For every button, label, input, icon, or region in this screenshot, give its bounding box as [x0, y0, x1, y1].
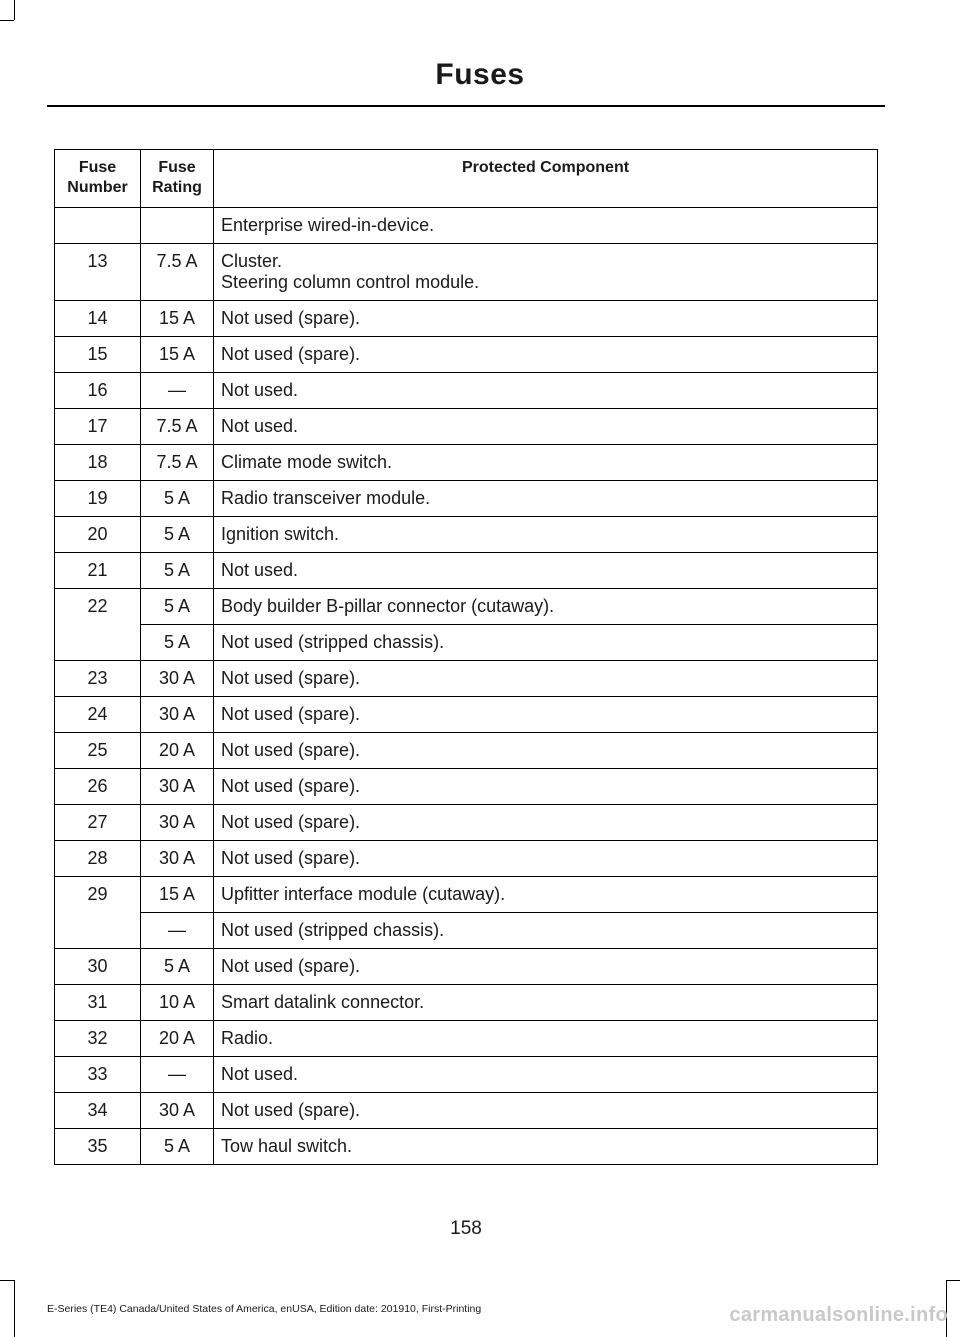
- fuse-rating-cell: 5 A: [141, 625, 214, 661]
- component-line: Not used (spare).: [221, 308, 361, 328]
- crop-mark: [14, 0, 15, 20]
- fuse-number-cell: 13: [55, 244, 141, 301]
- component-line: Not used (stripped chassis).: [221, 920, 445, 940]
- component-line: Not used.: [221, 1064, 299, 1084]
- component-line: Not used (spare).: [221, 344, 361, 364]
- fuse-number-cell: 22: [55, 589, 141, 661]
- component-line: Not used (spare).: [221, 668, 361, 688]
- crop-mark: [0, 20, 14, 21]
- table-row: [55, 445, 878, 481]
- component-line: Not used.: [221, 380, 299, 400]
- page-title: Fuses: [435, 58, 525, 91]
- component-line: Tow haul switch.: [221, 1136, 353, 1156]
- fuse-rating-cell: —: [141, 913, 214, 949]
- protected-component-cell: [214, 805, 878, 841]
- table-header-row: [55, 150, 878, 208]
- fuse-number-cell: 29: [55, 877, 141, 949]
- component-line: Not used.: [221, 560, 299, 580]
- fuse-rating-cell: 30 A: [141, 805, 214, 841]
- fuse-number-cell: 32: [55, 1021, 141, 1057]
- fuse-rating-cell: —: [141, 373, 214, 409]
- component-line: Not used (spare).: [221, 776, 361, 796]
- fuse-rating-cell: 15 A: [141, 337, 214, 373]
- table-row: [55, 949, 878, 985]
- crop-mark: [14, 1280, 15, 1337]
- protected-component-cell: [214, 769, 878, 805]
- table-row: [55, 841, 878, 877]
- protected-component-cell: [214, 373, 878, 409]
- header-fuse-number: Fuse Number: [55, 150, 141, 208]
- fuse-number-cell: 33: [55, 1057, 141, 1093]
- protected-component-cell: [214, 1093, 878, 1129]
- table-row: [55, 373, 878, 409]
- table-row: [55, 481, 878, 517]
- fuse-number-cell: 15: [55, 337, 141, 373]
- fuse-number-cell: 20: [55, 517, 141, 553]
- fuse-rating-cell: 5 A: [141, 589, 214, 625]
- footer-edition-text: E-Series (TE4) Canada/United States of America, enUSA, Edition date: 201910, First-Printing: [47, 1303, 482, 1315]
- fuse-rating-cell: 20 A: [141, 733, 214, 769]
- component-line: Ignition switch.: [221, 524, 340, 544]
- fuse-number-cell: 34: [55, 1093, 141, 1129]
- table-row: [55, 1021, 878, 1057]
- protected-component-cell: [214, 337, 878, 373]
- fuse-number-cell: 21: [55, 553, 141, 589]
- table-row: [55, 985, 878, 1021]
- table-row: [55, 409, 878, 445]
- fuse-number-cell: 26: [55, 769, 141, 805]
- fuse-number-cell: 24: [55, 697, 141, 733]
- crop-mark: [0, 1280, 14, 1281]
- fuse-number-cell: 18: [55, 445, 141, 481]
- component-line: Not used (spare).: [221, 956, 361, 976]
- table-row: [55, 805, 878, 841]
- crop-mark: [946, 1280, 960, 1281]
- protected-component-cell: [214, 661, 878, 697]
- fuse-number-cell: 27: [55, 805, 141, 841]
- protected-component-cell: [214, 913, 878, 949]
- protected-component-cell: [214, 841, 878, 877]
- component-line: Enterprise wired-in-device.: [221, 215, 435, 235]
- protected-component-cell: [214, 985, 878, 1021]
- protected-component-cell: [214, 481, 878, 517]
- component-line: Not used (spare).: [221, 740, 361, 760]
- component-line: Climate mode switch.: [221, 452, 393, 472]
- fuse-rating-cell: 30 A: [141, 661, 214, 697]
- fuse-rating-cell: —: [141, 1057, 214, 1093]
- table-row: [55, 661, 878, 697]
- header-fuse-rating: Fuse Rating: [141, 150, 214, 208]
- fuse-rating-cell: 30 A: [141, 1093, 214, 1129]
- fuse-number-cell: 28: [55, 841, 141, 877]
- fuse-number-cell: 30: [55, 949, 141, 985]
- fuse-number-cell: 19: [55, 481, 141, 517]
- table-row: [55, 244, 878, 301]
- fuse-rating-cell: 5 A: [141, 517, 214, 553]
- table-row: [55, 625, 878, 661]
- component-line: Radio transceiver module.: [221, 488, 431, 508]
- protected-component-cell: [214, 517, 878, 553]
- protected-component-cell: [214, 244, 878, 301]
- component-line: Not used (stripped chassis).: [221, 632, 445, 652]
- component-line: Not used (spare).: [221, 704, 361, 724]
- fuse-rating-cell: 15 A: [141, 877, 214, 913]
- protected-component-cell: [214, 553, 878, 589]
- protected-component-cell: [214, 301, 878, 337]
- fuse-rating-cell: 30 A: [141, 697, 214, 733]
- component-line: Radio.: [221, 1028, 274, 1048]
- fuse-number-cell: 23: [55, 661, 141, 697]
- protected-component-cell: [214, 949, 878, 985]
- table-row: [55, 733, 878, 769]
- page-number: 158: [450, 1218, 482, 1239]
- protected-component-cell: [214, 625, 878, 661]
- protected-component-cell: [214, 1129, 878, 1165]
- table-row: [55, 1057, 878, 1093]
- table-row: [55, 1093, 878, 1129]
- fuse-rating-cell: [141, 208, 214, 244]
- table-row: [55, 301, 878, 337]
- fuse-number-cell: 25: [55, 733, 141, 769]
- table-row: [55, 913, 878, 949]
- component-line: Not used (spare).: [221, 1100, 361, 1120]
- fuse-rating-cell: 10 A: [141, 985, 214, 1021]
- table-row: [55, 877, 878, 913]
- fuse-number-cell: 14: [55, 301, 141, 337]
- fuse-table: [54, 149, 878, 1165]
- table-row: [55, 208, 878, 244]
- component-line: Upfitter interface module (cutaway).: [221, 884, 506, 904]
- watermark-logo: carmanualsonline.info: [729, 1304, 948, 1326]
- protected-component-cell: [214, 589, 878, 625]
- protected-component-cell: [214, 733, 878, 769]
- title-divider: [47, 105, 885, 107]
- fuse-number-cell: 16: [55, 373, 141, 409]
- protected-component-cell: [214, 1021, 878, 1057]
- protected-component-cell: [214, 409, 878, 445]
- component-line: Not used (spare).: [221, 812, 361, 832]
- component-line: Not used.: [221, 416, 299, 436]
- fuse-number-cell: 35: [55, 1129, 141, 1165]
- fuse-rating-cell: 5 A: [141, 481, 214, 517]
- fuse-rating-cell: 5 A: [141, 949, 214, 985]
- fuse-rating-cell: 30 A: [141, 769, 214, 805]
- fuse-rating-cell: 30 A: [141, 841, 214, 877]
- fuse-table-body: [55, 208, 878, 1165]
- protected-component-cell: [214, 877, 878, 913]
- fuse-rating-cell: 5 A: [141, 553, 214, 589]
- table-row: [55, 553, 878, 589]
- fuse-rating-cell: 20 A: [141, 1021, 214, 1057]
- fuse-rating-cell: 15 A: [141, 301, 214, 337]
- component-line: Body builder B-pillar connector (cutaway).: [221, 596, 555, 616]
- fuse-number-cell: [55, 208, 141, 244]
- fuse-rating-cell: 7.5 A: [141, 244, 214, 301]
- fuse-rating-cell: 7.5 A: [141, 445, 214, 481]
- fuse-number-cell: 17: [55, 409, 141, 445]
- component-line: Smart datalink connector.: [221, 992, 425, 1012]
- table-row: [55, 769, 878, 805]
- table-row: [55, 589, 878, 625]
- table-row: [55, 1129, 878, 1165]
- protected-component-cell: [214, 208, 878, 244]
- fuse-rating-cell: 7.5 A: [141, 409, 214, 445]
- header-protected-component: Protected Component: [214, 150, 878, 208]
- protected-component-cell: [214, 1057, 878, 1093]
- table-row: [55, 697, 878, 733]
- component-line: Steering column control module.: [221, 272, 480, 292]
- table-row: [55, 517, 878, 553]
- fuse-number-cell: 31: [55, 985, 141, 1021]
- protected-component-cell: [214, 445, 878, 481]
- component-line: Cluster.: [221, 251, 283, 271]
- component-line: Not used (spare).: [221, 848, 361, 868]
- protected-component-cell: [214, 697, 878, 733]
- fuse-rating-cell: 5 A: [141, 1129, 214, 1165]
- table-row: [55, 337, 878, 373]
